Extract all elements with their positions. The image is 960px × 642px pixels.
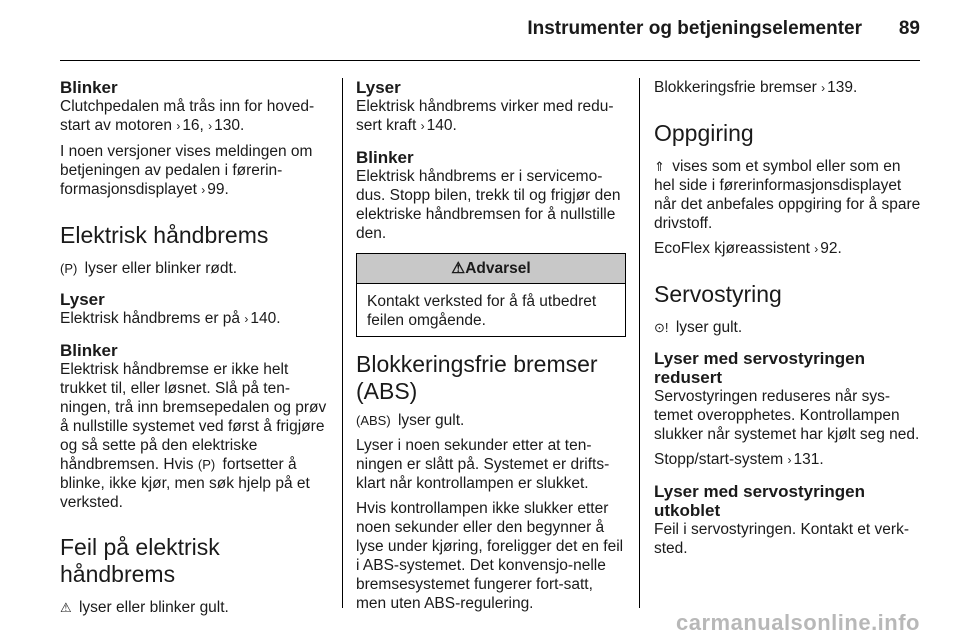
reference-arrow-icon: › <box>208 119 213 133</box>
paragraph: Hvis kontrollampen ikke slukker etter noen sekunder eller den begynner å lyse under kjøring, foreligger det en feil i ABS-systemet. Det konvensjo-nelle bremsesystemet fungerer fort-satt, men uten ABS-regulering. <box>356 500 624 612</box>
paragraph <box>60 598 330 617</box>
text: EcoFlex kjøreassistent <box>654 240 810 257</box>
page-ref: 131. <box>793 451 824 468</box>
section-heading-feil-elektrisk-handbrems: Feil på elektrisk håndbrems <box>60 534 220 587</box>
paragraph <box>654 157 924 233</box>
paragraph <box>60 142 330 200</box>
paragraph <box>60 360 330 512</box>
text: Elektrisk håndbrems er på <box>60 310 241 327</box>
section-heading-abs: Blokkeringsfrie bremser (ABS) <box>356 351 598 404</box>
parking-brake-icon: (P) <box>197 457 216 472</box>
section-heading-servostyring: Servostyring <box>654 281 782 307</box>
reference-arrow-icon: › <box>201 183 206 197</box>
column-1 <box>60 78 330 617</box>
reference-arrow-icon: › <box>814 242 819 256</box>
page-ref: 140. <box>426 117 457 134</box>
reference-arrow-icon: › <box>821 81 826 95</box>
text: lyser gult. <box>675 319 743 336</box>
section-heading-lyser: Lyser <box>356 78 401 97</box>
parking-brake-icon: (P) <box>60 261 78 276</box>
paragraph: Servostyringen reduseres når sys-temet overopphetes. Kontrollampen slukker når systemet har kjølt seg ned. <box>654 388 920 443</box>
paragraph <box>60 259 330 278</box>
section-heading-elektrisk-handbrems: Elektrisk håndbrems <box>60 222 269 248</box>
reference-arrow-icon: › <box>176 119 181 133</box>
reference-arrow-icon: › <box>787 453 792 467</box>
watermark: carmanualsonline.info <box>676 610 920 635</box>
paragraph <box>654 318 924 337</box>
page-ref: 92. <box>820 240 842 257</box>
warning-triangle-icon: ⚠ <box>451 260 466 277</box>
section-heading-blinker: Blinker <box>60 78 118 97</box>
text: fortsetter å blinke, ikke kjør, men søk hjelp på et verksted. <box>60 456 310 511</box>
page-ref: 16, <box>182 117 209 134</box>
text: vises som et symbol eller som en hel side i førerinformasjonsdisplayet når det anbefales oppgiring for å spare drivstoff. <box>654 158 921 232</box>
page-ref: 99. <box>207 181 229 198</box>
section-heading-blinker: Blinker <box>356 148 414 167</box>
column-divider-2 <box>639 78 640 608</box>
paragraph <box>654 78 924 98</box>
warning-header <box>357 254 625 284</box>
paragraph: Elektrisk håndbrems er i servicemo-dus. Stopp bilen, trekk til og frigjør den elektriske håndbremsen for å nullstille den. <box>356 168 621 242</box>
shift-up-icon: ⇑ <box>654 159 665 174</box>
text: Stopp/start-system <box>654 451 784 468</box>
column-divider-1 <box>342 78 343 608</box>
text: Clutchpedalen må trås inn for hoved-start av motoren <box>60 98 315 134</box>
warning-body: Kontakt verksted for å få utbedret feilen omgående. <box>367 293 597 329</box>
paragraph: Feil i servostyringen. Kontakt et verk-sted. <box>654 521 909 557</box>
section-heading-servo-utkoblet: Lyser med servostyringen utkoblet <box>654 482 866 520</box>
reference-arrow-icon: › <box>420 119 425 133</box>
section-heading-oppgiring: Oppgiring <box>654 120 754 146</box>
paragraph: Lyser i noen sekunder etter at ten-ningen er slått på. Systemet er drifts-klart når kontrollampen er slukket. <box>356 437 610 492</box>
page-header-title: Instrumenter og betjeningselementer <box>527 18 862 39</box>
text: lyser eller blinker rødt. <box>84 260 238 277</box>
text: Blokkeringsfrie bremser <box>654 79 817 96</box>
page-number: 89 <box>898 18 920 39</box>
page-ref: 130. <box>214 117 245 134</box>
abs-icon: (ABS) <box>356 413 391 428</box>
brake-warning-icon: ⚠ <box>60 600 72 615</box>
warning-title: Advarsel <box>465 260 531 277</box>
text: Elektrisk håndbremse er ikke helt trukket til, eller løsnet. Slå på ten-ningen, trå inn bremsepedalen og prøv å nullstille systemet ved først å frigjøre og så sette på den elektriske håndbremsen. Hvis <box>60 361 327 473</box>
page-ref: 140. <box>250 310 281 327</box>
paragraph <box>60 309 330 329</box>
header-rule <box>60 60 920 61</box>
page-ref: 139. <box>827 79 858 96</box>
paragraph <box>654 239 924 259</box>
reference-arrow-icon: › <box>244 312 249 326</box>
warning-box <box>356 253 626 337</box>
paragraph <box>654 450 924 470</box>
power-steering-icon: ⊙! <box>654 320 669 335</box>
section-heading-servo-redusert: Lyser med servostyringen redusert <box>654 349 866 387</box>
section-heading-blinker: Blinker <box>60 341 118 360</box>
text: Elektrisk håndbrems virker med redu-sert kraft <box>356 98 614 134</box>
text: I noen versjoner vises meldingen om betjeningen av pedalen i førerin-formasjonsdisplayet <box>60 143 313 198</box>
paragraph <box>356 97 626 136</box>
column-3 <box>654 78 924 558</box>
column-2 <box>356 78 626 613</box>
paragraph <box>356 411 626 430</box>
text: lyser gult. <box>397 412 465 429</box>
text: lyser eller blinker gult. <box>78 599 229 616</box>
paragraph <box>60 97 330 136</box>
section-heading-lyser: Lyser <box>60 290 105 309</box>
